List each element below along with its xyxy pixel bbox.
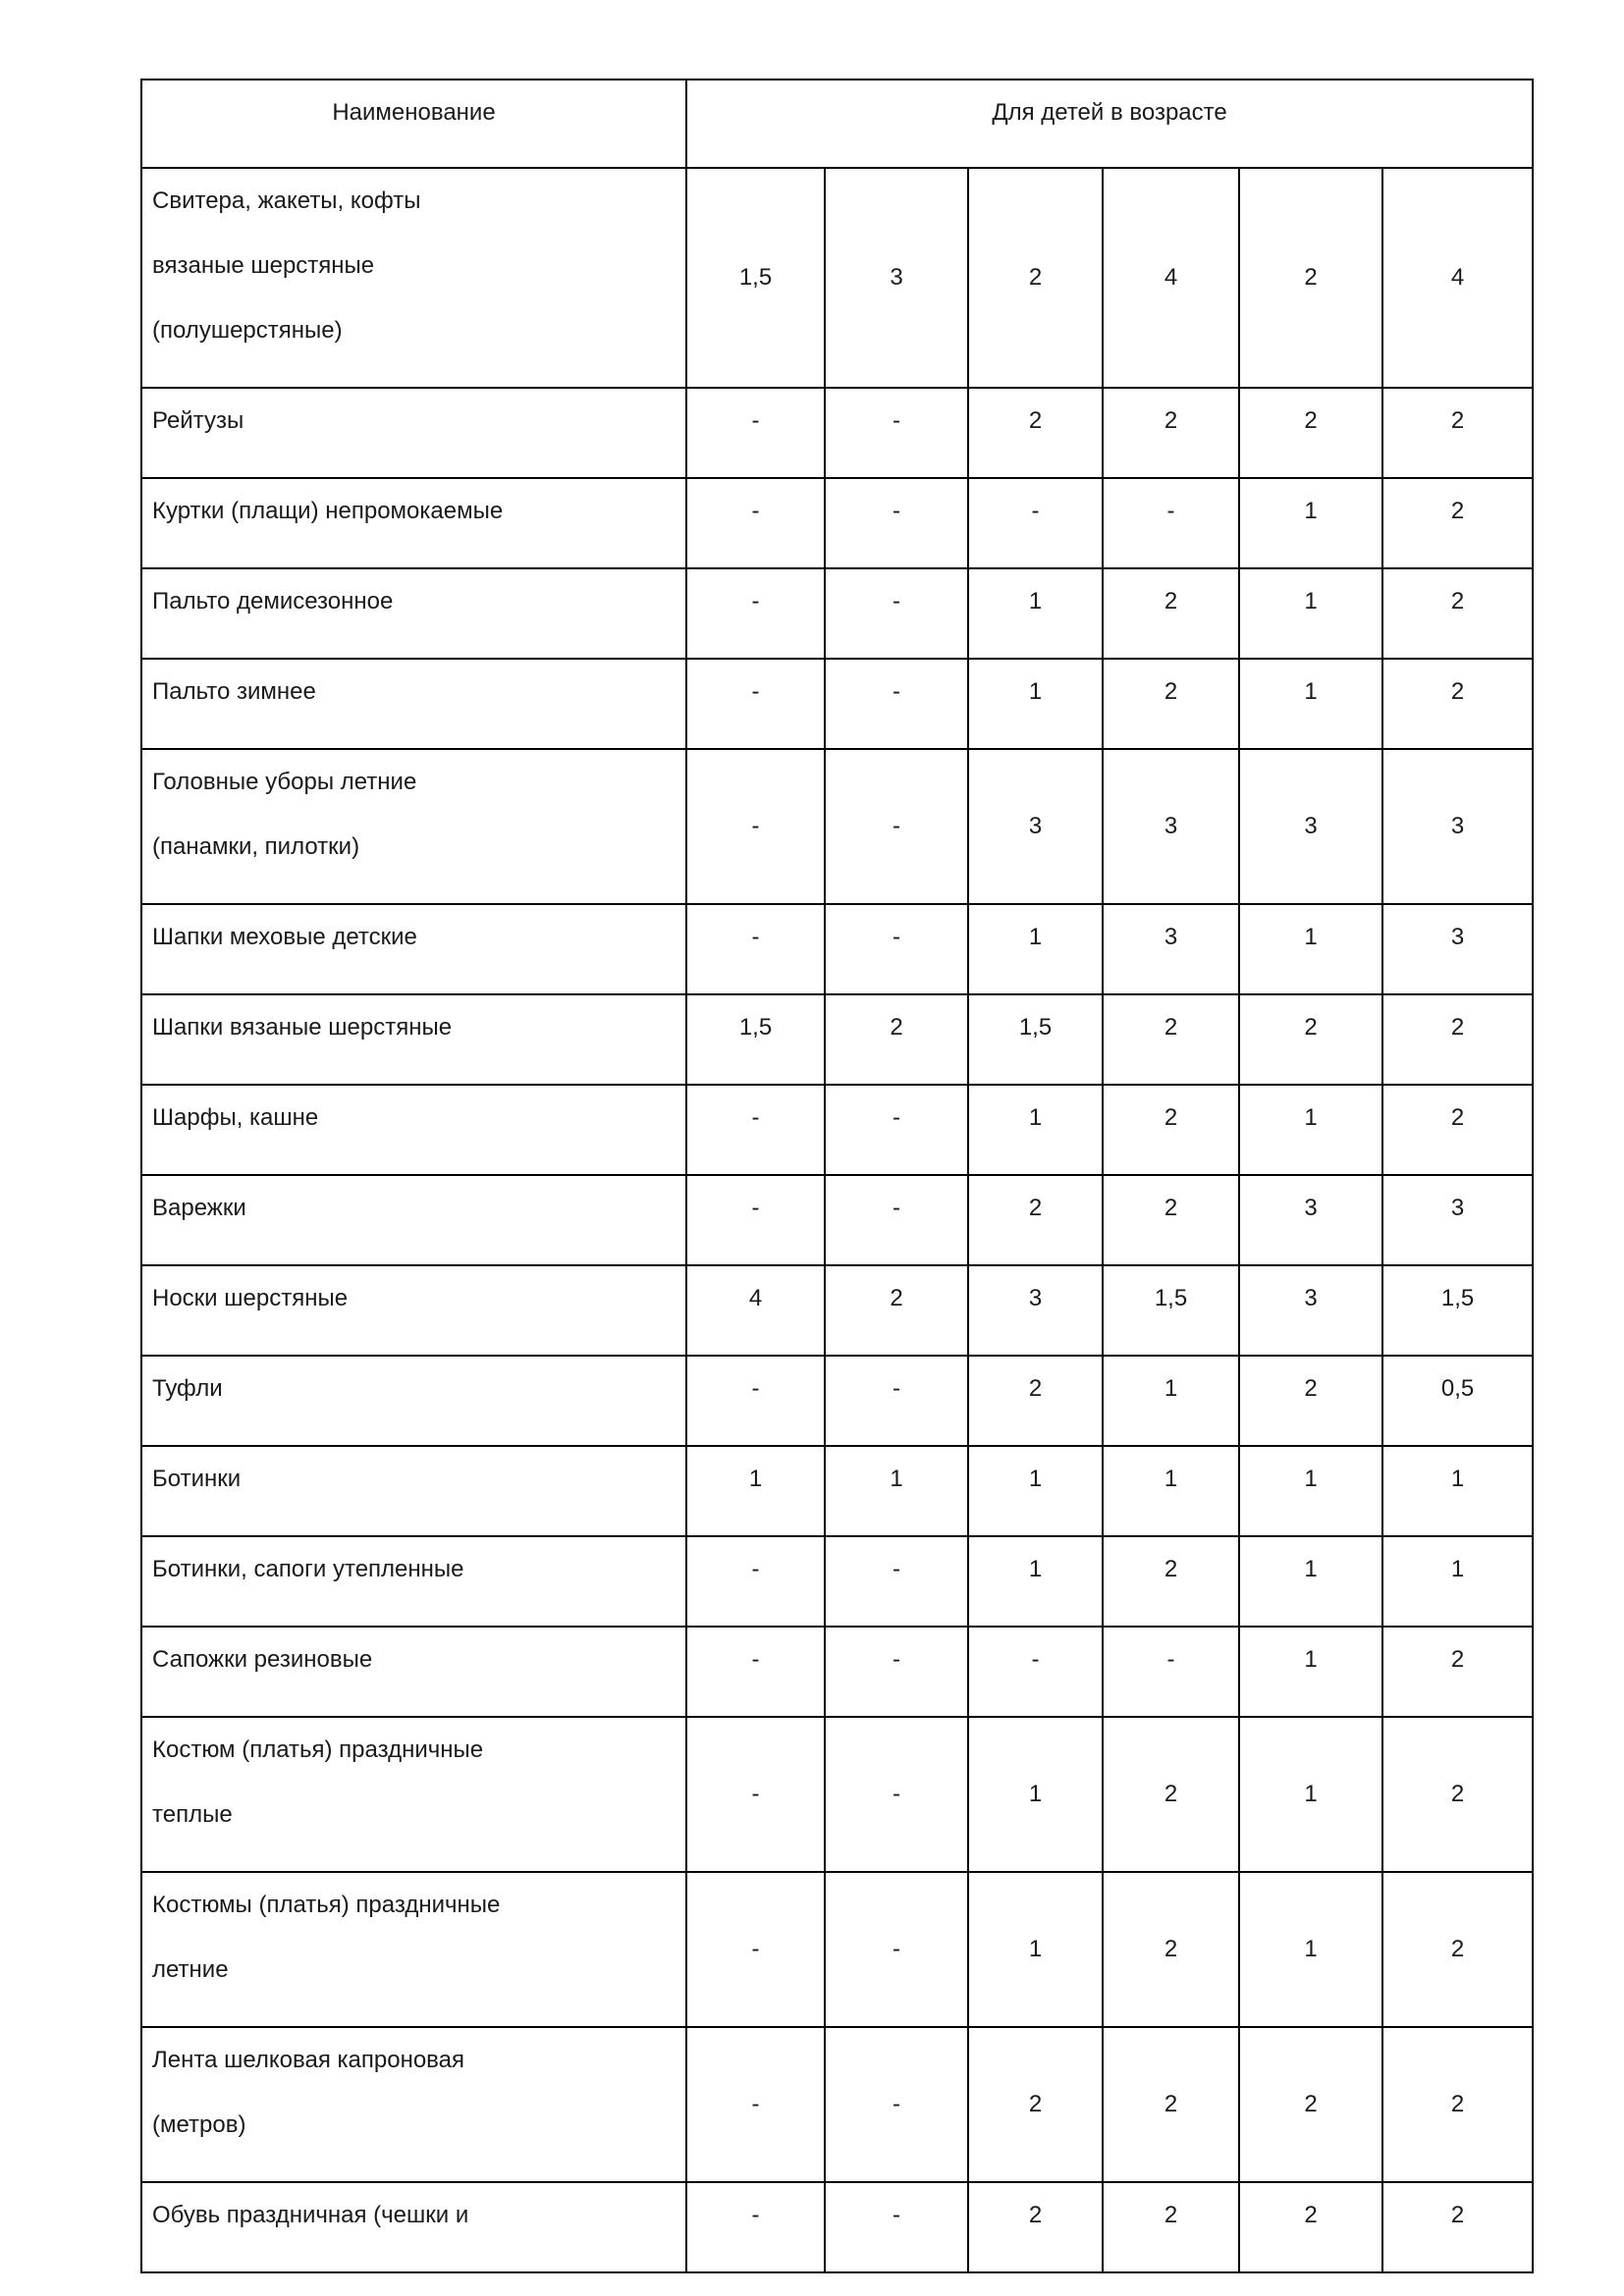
value-cell: 3 [1382, 1175, 1533, 1265]
value-cell: 1 [1239, 904, 1382, 994]
value-cell: 2 [968, 2027, 1103, 2182]
value-cell: 3 [1239, 749, 1382, 904]
table-row [141, 478, 1533, 568]
table-body [141, 80, 1533, 2272]
item-name-cell [141, 1872, 686, 2027]
item-name-cell [141, 1085, 686, 1175]
value-cell: - [825, 1717, 968, 1872]
value-cell: 2 [1239, 168, 1382, 388]
value-cell: - [968, 1627, 1103, 1717]
value-cell: - [825, 659, 968, 749]
item-name-cell [141, 1536, 686, 1627]
item-name-cell [141, 659, 686, 749]
table-row [141, 994, 1533, 1085]
value-cell: 2 [1103, 1085, 1239, 1175]
value-cell: 1 [1382, 1536, 1533, 1627]
value-cell: 4 [1103, 168, 1239, 388]
table-row [141, 749, 1533, 904]
value-cell: 2 [1239, 1356, 1382, 1446]
value-cell: - [825, 1085, 968, 1175]
value-cell: - [686, 749, 825, 904]
item-name-cell [141, 1446, 686, 1536]
value-cell: 2 [1103, 994, 1239, 1085]
value-cell: - [686, 1717, 825, 1872]
item-name-cell [141, 1356, 686, 1446]
table-row [141, 388, 1533, 478]
header-name-cell: Наименование [141, 80, 686, 168]
value-cell: 1 [1103, 1356, 1239, 1446]
table-row [141, 2182, 1533, 2272]
item-name-line: Костюмы (платья) праздничные [152, 1892, 501, 1918]
item-name-cell [141, 168, 686, 388]
value-cell: - [968, 478, 1103, 568]
item-name-cell [141, 2027, 686, 2182]
value-cell: - [825, 478, 968, 568]
value-cell: 1 [968, 1085, 1103, 1175]
item-name-cell [141, 994, 686, 1085]
item-name-line: Ботинки, сапоги утепленные [152, 1556, 464, 1582]
value-cell: - [825, 1536, 968, 1627]
value-cell: 2 [1103, 1536, 1239, 1627]
item-name-cell [141, 1175, 686, 1265]
value-cell: 2 [968, 1356, 1103, 1446]
value-cell: 1,5 [686, 994, 825, 1085]
value-cell: - [686, 1175, 825, 1265]
table-row [141, 568, 1533, 659]
item-name-line: (полушерстяные) [152, 317, 343, 344]
value-cell: 2 [1382, 1085, 1533, 1175]
value-cell: 2 [1382, 478, 1533, 568]
value-cell: - [686, 1872, 825, 2027]
value-cell: 2 [1103, 1175, 1239, 1265]
item-name-line: Головные уборы летние [152, 769, 417, 795]
value-cell: 4 [686, 1265, 825, 1356]
value-cell: 2 [1382, 994, 1533, 1085]
table-row [141, 168, 1533, 388]
value-cell: - [825, 1175, 968, 1265]
value-cell: 3 [1103, 749, 1239, 904]
value-cell: - [686, 388, 825, 478]
value-cell: 1,5 [686, 168, 825, 388]
value-cell: - [686, 2182, 825, 2272]
value-cell: - [825, 1627, 968, 1717]
value-cell: - [1103, 1627, 1239, 1717]
item-name-line: Куртки (плащи) непромокаемые [152, 498, 504, 524]
value-cell: 1,5 [1382, 1265, 1533, 1356]
value-cell: 1 [1239, 1717, 1382, 1872]
item-name-line: Туфли [152, 1375, 223, 1402]
table-row [141, 1872, 1533, 2027]
value-cell: - [825, 1872, 968, 2027]
value-cell: 1 [1239, 1446, 1382, 1536]
table-row [141, 1717, 1533, 1872]
value-cell: 1 [1239, 1536, 1382, 1627]
value-cell: - [686, 659, 825, 749]
table-row [141, 1446, 1533, 1536]
value-cell: - [825, 568, 968, 659]
value-cell: - [686, 1536, 825, 1627]
item-name-cell [141, 478, 686, 568]
table-row [141, 1536, 1533, 1627]
table-row [141, 1627, 1533, 1717]
value-cell: 2 [968, 1175, 1103, 1265]
value-cell: 3 [1382, 749, 1533, 904]
value-cell: 2 [825, 1265, 968, 1356]
value-cell: 2 [825, 994, 968, 1085]
value-cell: 3 [1239, 1175, 1382, 1265]
value-cell: 1 [1239, 478, 1382, 568]
item-name-line: Ботинки [152, 1466, 242, 1492]
item-name-line: Пальто демисезонное [152, 588, 394, 614]
table-row [141, 1265, 1533, 1356]
item-name-cell [141, 1717, 686, 1872]
item-name-line: Свитера, жакеты, кофты [152, 187, 421, 214]
value-cell: 3 [968, 1265, 1103, 1356]
value-cell: 1 [968, 568, 1103, 659]
table-row [141, 904, 1533, 994]
value-cell: - [686, 1085, 825, 1175]
value-cell: 1 [825, 1446, 968, 1536]
header-age-cell: Для детей в возрасте [686, 80, 1533, 168]
item-name-cell [141, 904, 686, 994]
value-cell: 1,5 [968, 994, 1103, 1085]
item-name-line: Пальто зимнее [152, 678, 316, 705]
header-row [141, 80, 1533, 168]
value-cell: 2 [1382, 1627, 1533, 1717]
item-name-cell [141, 2182, 686, 2272]
value-cell: 1 [968, 1872, 1103, 2027]
item-name-line: Сапожки резиновые [152, 1646, 373, 1673]
value-cell: 2 [1103, 1872, 1239, 2027]
value-cell: 1 [968, 1717, 1103, 1872]
table-row [141, 1175, 1533, 1265]
item-name-line: Рейтузы [152, 407, 244, 434]
value-cell: 2 [1382, 568, 1533, 659]
value-cell: 2 [1103, 2182, 1239, 2272]
value-cell: 2 [1103, 659, 1239, 749]
value-cell: 0,5 [1382, 1356, 1533, 1446]
item-name-line: (метров) [152, 2111, 246, 2138]
value-cell: 2 [1382, 2182, 1533, 2272]
value-cell: - [686, 904, 825, 994]
table-row [141, 2027, 1533, 2182]
value-cell: - [686, 2027, 825, 2182]
item-name-line: Шапки вязаные шерстяные [152, 1014, 453, 1041]
value-cell: 2 [1382, 1872, 1533, 2027]
value-cell: 3 [1239, 1265, 1382, 1356]
table-row [141, 1085, 1533, 1175]
value-cell: 1 [968, 1446, 1103, 1536]
table-row [141, 1356, 1533, 1446]
item-name-cell [141, 568, 686, 659]
table-row [141, 659, 1533, 749]
item-name-line: летние [152, 1956, 229, 1983]
value-cell: - [686, 1356, 825, 1446]
value-cell: 4 [1382, 168, 1533, 388]
value-cell: 1 [968, 904, 1103, 994]
item-name-line: Носки шерстяные [152, 1285, 349, 1311]
value-cell: 2 [1103, 388, 1239, 478]
value-cell: 1 [1103, 1446, 1239, 1536]
value-cell: - [825, 1356, 968, 1446]
item-name-cell [141, 1265, 686, 1356]
item-name-line: Шарфы, кашне [152, 1104, 319, 1131]
value-cell: - [686, 478, 825, 568]
value-cell: 3 [968, 749, 1103, 904]
value-cell: 2 [1103, 1717, 1239, 1872]
value-cell: 2 [1239, 2182, 1382, 2272]
item-name-cell [141, 1627, 686, 1717]
item-name-line: Обувь праздничная (чешки и [152, 2202, 469, 2228]
item-name-line: Варежки [152, 1195, 246, 1221]
item-name-line: Лента шелковая капроновая [152, 2047, 464, 2073]
item-name-line: (панамки, пилотки) [152, 833, 360, 860]
value-cell: 1 [1239, 1085, 1382, 1175]
value-cell: 1 [1239, 568, 1382, 659]
value-cell: 3 [1382, 904, 1533, 994]
value-cell: 1 [686, 1446, 825, 1536]
value-cell: 2 [1382, 659, 1533, 749]
value-cell: 3 [1103, 904, 1239, 994]
value-cell: 2 [968, 2182, 1103, 2272]
value-cell: - [686, 568, 825, 659]
value-cell: 2 [968, 168, 1103, 388]
value-cell: 1 [1239, 659, 1382, 749]
value-cell: 2 [1239, 994, 1382, 1085]
value-cell: 3 [825, 168, 968, 388]
item-name-line: теплые [152, 1801, 233, 1828]
item-name-line: Шапки меховые детские [152, 924, 417, 950]
value-cell: 2 [1103, 2027, 1239, 2182]
value-cell: - [1103, 478, 1239, 568]
value-cell: 2 [1239, 388, 1382, 478]
value-cell: - [825, 2182, 968, 2272]
value-cell: 2 [1382, 2027, 1533, 2182]
value-cell: 2 [1103, 568, 1239, 659]
value-cell: - [825, 2027, 968, 2182]
value-cell: - [825, 388, 968, 478]
value-cell: 1,5 [1103, 1265, 1239, 1356]
value-cell: 1 [968, 1536, 1103, 1627]
value-cell: 1 [1239, 1627, 1382, 1717]
value-cell: - [825, 749, 968, 904]
item-name-line: Костюм (платья) праздничные [152, 1736, 484, 1763]
value-cell: - [825, 904, 968, 994]
item-name-line: вязаные шерстяные [152, 252, 375, 279]
clothing-norms-table [140, 79, 1534, 2273]
item-name-cell [141, 749, 686, 904]
value-cell: 1 [1239, 1872, 1382, 2027]
item-name-cell [141, 388, 686, 478]
value-cell: 2 [1239, 2027, 1382, 2182]
value-cell: 2 [1382, 1717, 1533, 1872]
value-cell: 2 [968, 388, 1103, 478]
value-cell: - [686, 1627, 825, 1717]
value-cell: 1 [1382, 1446, 1533, 1536]
value-cell: 1 [968, 659, 1103, 749]
value-cell: 2 [1382, 388, 1533, 478]
